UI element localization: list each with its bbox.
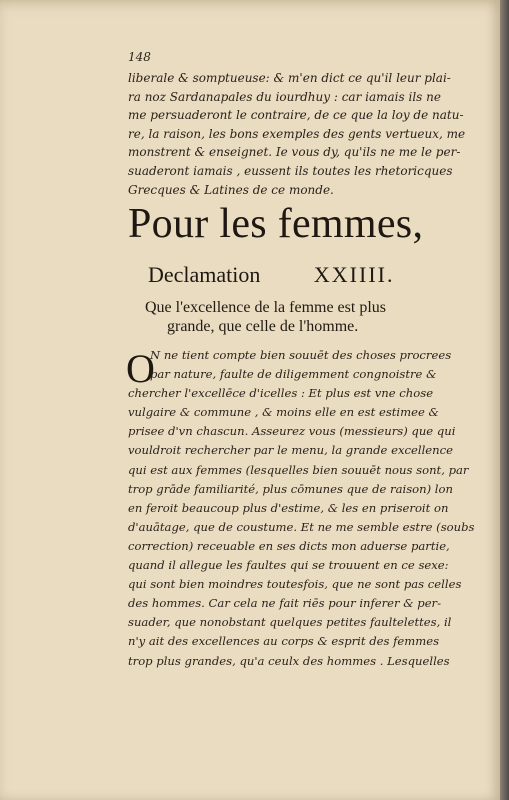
text-line: n'y ait des excellences au corps & esprit des femmes — [128, 634, 440, 649]
declamation-label: Declamation — [148, 262, 261, 287]
text-line: Grecques & Latines de ce monde. — [128, 182, 334, 197]
main-text-block — [128, 346, 475, 671]
page-number: 148 — [128, 50, 151, 64]
text-line: liberale & somptueuse: & m'en dict ce qu'il leur plai- — [128, 71, 451, 85]
book-spine — [500, 0, 509, 800]
text-line: re, la raison, les bons exemples des gents vertueux, me — [128, 126, 466, 141]
question-line: grande, que celle de l'homme. — [167, 318, 359, 335]
preceding-text-block — [128, 69, 466, 199]
text-line: vulgaire & commune , & moins elle en est estimee & — [128, 405, 439, 420]
text-line: monstrent & enseignet. Ie vous dy, qu'ils ne me le per- — [128, 145, 461, 160]
question-heading — [145, 298, 455, 336]
text-line: en feroit beaucoup plus d'estime, & les en priseroit on — [128, 500, 449, 515]
text-line: d'auātage, que de coustume. Et ne me semble estre (soubs — [128, 519, 475, 534]
text-line: N ne tient compte bien souuēt des choses procrees — [150, 348, 452, 362]
text-line: vouldroit rechercher par le menu, la grande excellence — [128, 443, 453, 458]
text-line: chercher l'excellēce d'icelles : Et plus est vne chose — [128, 386, 434, 401]
text-line: par nature, faulte de diligemment congnoistre & — [150, 367, 437, 382]
text-line: correction) receuable en ses dicts mon aduerse partie, — [128, 538, 450, 553]
declamation-heading — [148, 262, 395, 288]
text-line: des hommes. Car cela ne fait riēs pour inferer & per- — [128, 596, 442, 611]
declamation-number: XXIIII. — [313, 262, 395, 287]
text-line: trop grāde familiarité, plus cōmunes que de raison) lon — [128, 481, 453, 496]
text-line: qui sont bien moindres toutesfois, que ne sont pas celles — [128, 577, 462, 592]
drop-cap: O — [126, 346, 155, 391]
text-line: quand il allegue les faultes qui se trouuent en ce sexe: — [128, 558, 449, 573]
text-line: qui est aux femmes (lesquelles bien souuēt nous sont, par — [128, 462, 469, 477]
text-line: suaderont iamais , eussent ils toutes les rhetoricques — [128, 163, 453, 178]
text-line: prisee d'vn chascun. Asseurez vous (messieurs) que qui — [128, 424, 456, 439]
question-line: Que l'excellence de la femme est plus — [145, 299, 386, 316]
section-title: Pour les femmes, — [128, 201, 424, 247]
text-line: ra noz Sardanapales du iourdhuy : car iamais ils ne — [128, 89, 441, 104]
text-line: me persuaderont le contraire, de ce que la loy de natu- — [128, 108, 464, 123]
text-line: suader, que nonobstant quelques petites faultelettes, il — [128, 615, 452, 630]
text-line: trop plus grandes, qu'a ceulx des hommes . Lesquelles — [128, 653, 450, 668]
